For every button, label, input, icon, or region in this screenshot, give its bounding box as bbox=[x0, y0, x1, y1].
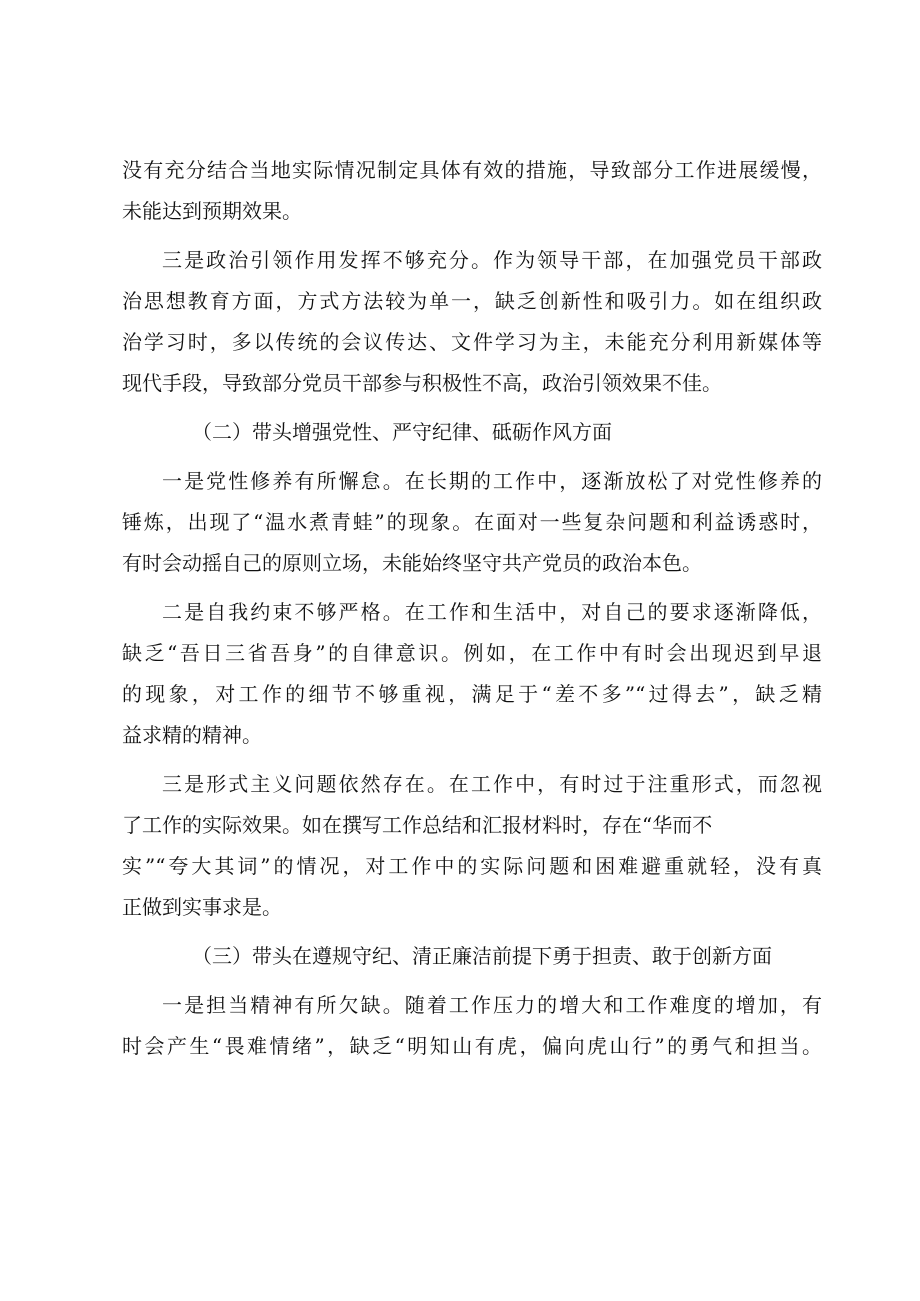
text-line: 治思想教育方面，方式方法较为单一，缺乏创新性和吸引力。如在组织政 bbox=[122, 289, 822, 313]
text-line: 一是党性修养有所懈怠。在长期的工作中，逐渐放松了对党性修养的 bbox=[162, 469, 822, 493]
paragraph bbox=[122, 985, 822, 1067]
paragraph bbox=[122, 150, 822, 232]
text-line: 治学习时，多以传统的会议传达、文件学习为主，未能充分利用新媒体等 bbox=[122, 330, 822, 354]
text-line: 实”“夸大其词”的情况，对工作中的实际问题和困难避重就轻，没有真 bbox=[122, 854, 822, 878]
text-line: 的现象，对工作的细节不够重视，满足于“差不多”“过得去”，缺乏精 bbox=[122, 682, 822, 706]
text-line: 益求精的精神。 bbox=[122, 723, 262, 747]
text-line: 有时会动摇自己的原则立场，未能始终坚守共产党员的政治本色。 bbox=[122, 551, 702, 575]
paragraph bbox=[122, 592, 822, 756]
paragraph bbox=[122, 764, 822, 928]
text-line: 三是政治引领作用发挥不够充分。作为领导干部，在加强党员干部政 bbox=[162, 248, 822, 272]
text-line: 缺乏“吾日三省吾身”的自律意识。例如，在工作中有时会出现迟到早退 bbox=[122, 641, 822, 665]
text-line: 现代手段，导致部分党员干部参与积极性不高，政治引领效果不佳。 bbox=[122, 371, 722, 395]
text-line: 三是形式主义问题依然存在。在工作中，有时过于注重形式，而忽视 bbox=[162, 772, 822, 796]
document-body bbox=[122, 150, 822, 1067]
section-heading bbox=[122, 936, 822, 977]
heading-text: （三）带头在遵规守纪、清正廉洁前提下勇于担责、敢于创新方面 bbox=[192, 944, 772, 968]
text-line: 未能达到预期效果。 bbox=[122, 199, 302, 223]
paragraph bbox=[122, 240, 822, 404]
text-line: 了工作的实际效果。如在撰写工作总结和汇报材料时，存在“华而不 bbox=[122, 813, 713, 837]
text-line: 时会产生“畏难情绪”，缺乏“明知山有虎，偏向虎山行”的勇气和担当。 bbox=[122, 1034, 822, 1058]
paragraph bbox=[122, 461, 822, 584]
section-heading bbox=[122, 412, 822, 453]
text-line: 二是自我约束不够严格。在工作和生活中，对自己的要求逐渐降低， bbox=[162, 600, 822, 624]
heading-text: （二）带头增强党性、严守纪律、砥砺作风方面 bbox=[192, 420, 612, 444]
text-line: 一是担当精神有所欠缺。随着工作压力的增大和工作难度的增加，有 bbox=[162, 993, 822, 1017]
text-line: 没有充分结合当地实际情况制定具体有效的措施，导致部分工作进展缓慢， bbox=[122, 158, 822, 182]
text-line: 正做到实事求是。 bbox=[122, 895, 282, 919]
text-line: 锤炼，出现了“温水煮青蛙”的现象。在面对一些复杂问题和利益诱惑时， bbox=[122, 510, 822, 534]
